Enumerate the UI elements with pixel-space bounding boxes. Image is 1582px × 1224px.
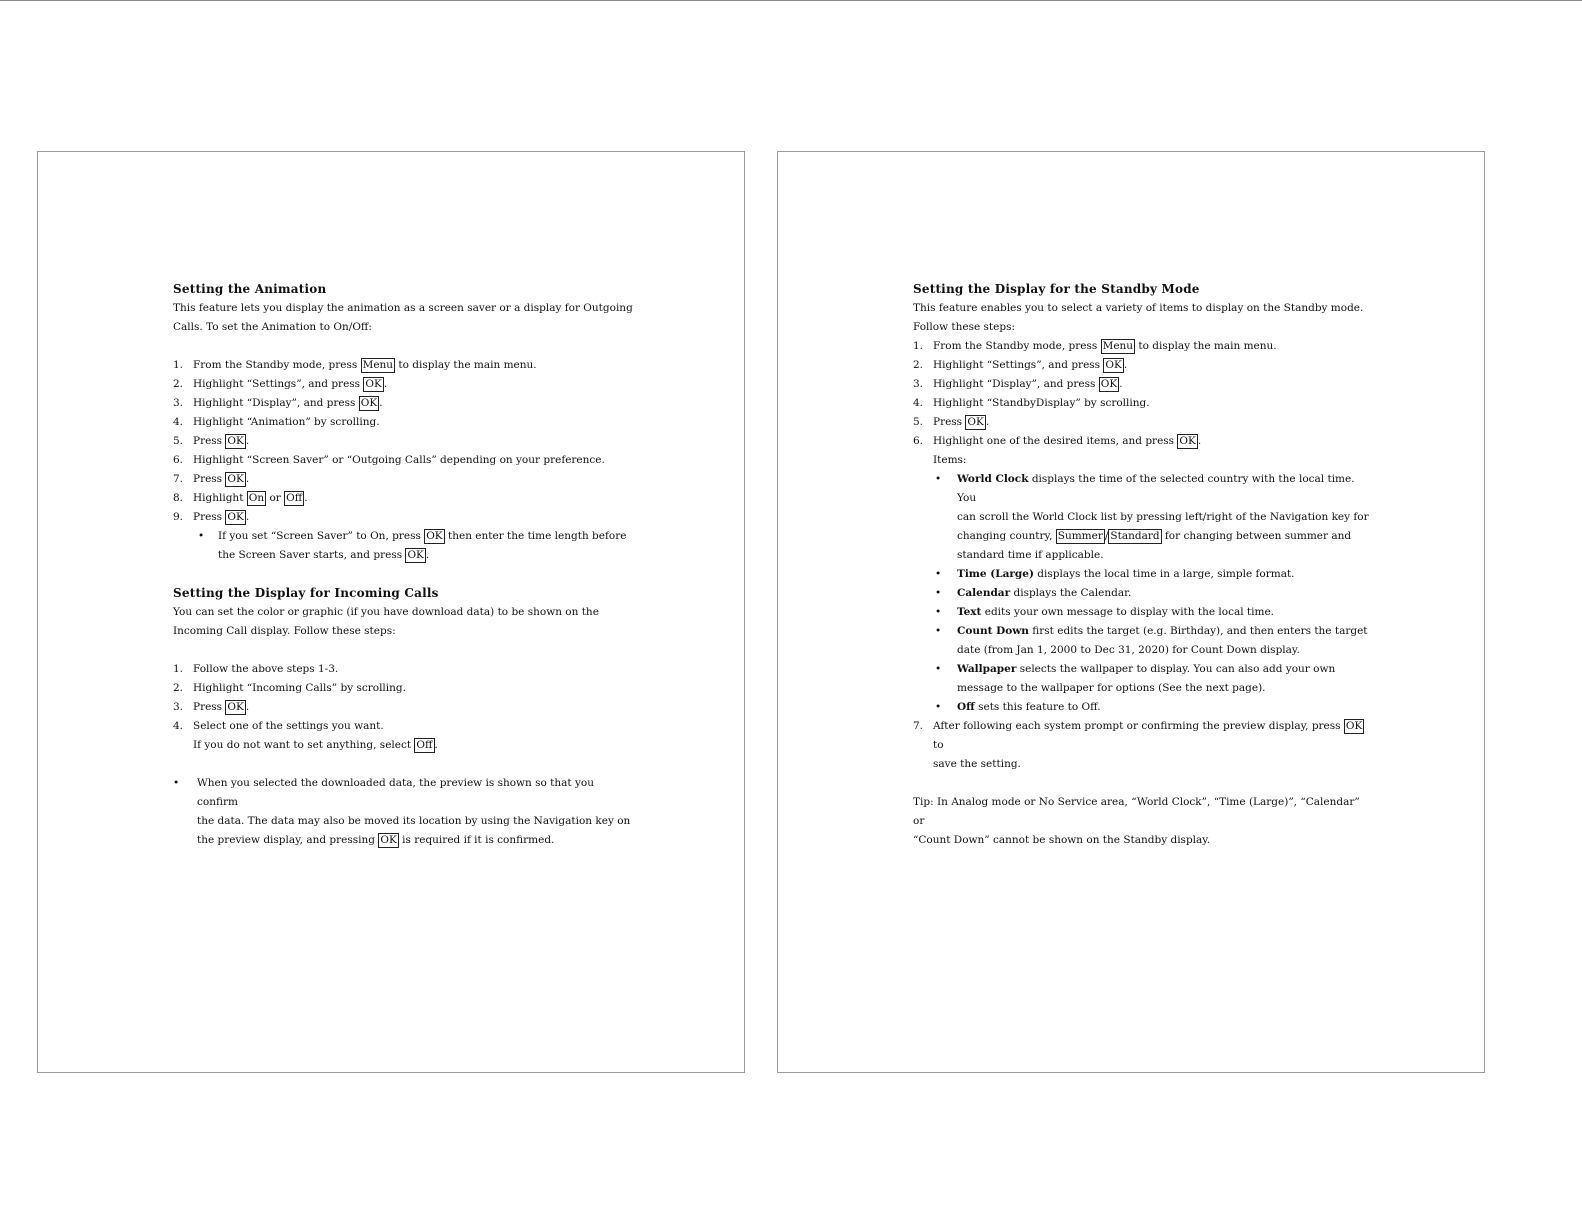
incoming-intro xyxy=(173,603,633,641)
bullet-icon: • xyxy=(935,701,942,713)
incoming-steps xyxy=(173,660,633,755)
standby-step-4: 4. Highlight “StandbyDisplay” by scrolling. xyxy=(913,397,1150,409)
standby-steps xyxy=(913,337,1373,451)
standby-step-5: 5. Press OK . xyxy=(913,416,990,428)
ok-key-label: OK xyxy=(1100,378,1118,390)
incoming-bullet: • When you selected the downloaded data, the preview is shown so that you confirm the data. The data may also be moved its location by using the Navigation key on the preview display, and pressing OK is required if it is confirmed. xyxy=(197,774,633,850)
standby-step-1: 1. From the Standby mode, press Menu to display the main menu. xyxy=(913,340,1277,352)
bullet-icon: • xyxy=(935,473,942,485)
left-page xyxy=(37,151,745,1073)
standby-items-list xyxy=(913,470,1373,717)
item-text: • Text edits your own message to display with the local time. xyxy=(957,603,1373,622)
incoming-bullet-list xyxy=(173,774,633,850)
incoming-intro-line2: Incoming Call display. Follow these steps: xyxy=(173,625,396,637)
ok-key-label: OK xyxy=(407,549,424,561)
animation-step-6: 6. Highlight “Screen Saver” or “Outgoing Calls” depending on your preference. xyxy=(173,454,605,466)
items-label: Items: xyxy=(933,454,967,466)
bullet-icon: • xyxy=(935,568,942,580)
animation-intro-line1: This feature lets you display the animation as a screen saver or a display for Outgoing xyxy=(173,302,633,314)
animation-step-9: 9. Press OK . xyxy=(173,511,250,523)
animation-step-7: 7. Press OK . xyxy=(173,473,250,485)
bullet-icon: • xyxy=(198,530,205,542)
item-wallpaper: • Wallpaper selects the wallpaper to display. You can also add your own message to the wallpaper for options (See the next page). xyxy=(957,660,1373,698)
item-world-clock: • World Clock displays the time of the selected country with the local time. You can scroll the World Clock list by pressing left/right of the Navigation key for changing country, Summer / Standard for changing between summer and standard time if applicable. xyxy=(957,470,1373,565)
ok-key-label: OK xyxy=(967,416,984,428)
left-page-content xyxy=(173,280,633,850)
ok-key-label: OK xyxy=(380,834,397,846)
tip-line2: “Count Down” cannot be shown on the Standby display. xyxy=(913,834,1211,846)
standby-intro-line2: Follow these steps: xyxy=(913,321,1016,333)
section-title-standby: Setting the Display for the Standby Mode xyxy=(913,282,1200,296)
off-key-label: Off xyxy=(286,492,303,504)
animation-steps xyxy=(173,356,633,527)
incoming-step-1: 1. Follow the above steps 1-3. xyxy=(173,663,339,675)
standard-key-label: Standard xyxy=(1110,530,1160,542)
item-off: • Off sets this feature to Off. xyxy=(957,698,1373,717)
section-title-animation: Setting the Animation xyxy=(173,282,327,296)
standby-step-6: 6. Highlight one of the desired items, and press OK . xyxy=(913,435,1202,447)
ok-key-label: OK xyxy=(227,435,244,447)
ok-key-label: OK xyxy=(227,473,244,485)
menu-key-label: Menu xyxy=(1102,340,1134,352)
animation-intro-line2: Calls. To set the Animation to On/Off: xyxy=(173,321,372,333)
animation-step-4: 4. Highlight “Animation” by scrolling. xyxy=(173,416,380,428)
section-title-incoming-calls: Setting the Display for Incoming Calls xyxy=(173,586,439,600)
item-count-down: • Count Down first edits the target (e.g. Birthday), and then enters the target date (from Jan 1, 2000 to Dec 31, 2020) for Count Down display. xyxy=(957,622,1373,660)
ok-key-label: OK xyxy=(1105,359,1122,371)
bullet-icon: • xyxy=(935,587,942,599)
off-key-label: Off xyxy=(416,739,433,751)
ok-key-label: OK xyxy=(1345,720,1363,732)
item-calendar: • Calendar displays the Calendar. xyxy=(957,584,1373,603)
animation-step-8: 8. Highlight On or Off . xyxy=(173,492,308,504)
spacer xyxy=(173,337,633,356)
incoming-step-4: 4. Select one of the settings you want. If you do not want to set anything, select Off . xyxy=(173,720,438,751)
standby-tip xyxy=(913,793,1373,850)
on-key-label: On xyxy=(248,492,265,504)
standby-intro xyxy=(913,299,1373,337)
incoming-step-3: 3. Press OK . xyxy=(173,701,250,713)
right-page-content xyxy=(913,280,1373,850)
item-time-large: • Time (Large) displays the local time in a large, simple format. xyxy=(957,565,1373,584)
ok-key-label: OK xyxy=(227,511,244,523)
bullet-icon: • xyxy=(935,663,942,675)
bullet-icon: • xyxy=(935,606,942,618)
ok-key-label: OK xyxy=(1179,435,1196,447)
animation-step-5: 5. Press OK . xyxy=(173,435,250,447)
bullet-icon: • xyxy=(935,625,942,637)
ok-key-label: OK xyxy=(360,397,378,409)
spacer xyxy=(173,565,633,584)
top-rule xyxy=(0,0,1582,1)
standby-intro-line1: This feature enables you to select a variety of items to display on the Standby mode. xyxy=(913,302,1364,314)
standby-step-2: 2. Highlight “Settings”, and press OK . xyxy=(913,359,1128,371)
animation-intro xyxy=(173,299,633,337)
ok-key-label: OK xyxy=(227,701,244,713)
incoming-step-2: 2. Highlight “Incoming Calls” by scrolling. xyxy=(173,682,406,694)
standby-step-3: 3. Highlight “Display”, and press OK . xyxy=(913,378,1123,390)
right-page xyxy=(777,151,1485,1073)
bullet-icon: • xyxy=(173,777,180,789)
spacer xyxy=(173,641,633,660)
summer-key-label: Summer xyxy=(1057,530,1103,542)
animation-note: • If you set “Screen Saver” to On, press OK then enter the time length before the Screen Saver starts, and press OK . xyxy=(218,527,633,565)
animation-step-1: 1. From the Standby mode, press Menu to display the main menu. xyxy=(173,359,537,371)
animation-step-3: 3. Highlight “Display”, and press OK . xyxy=(173,397,383,409)
spacer xyxy=(173,755,633,774)
tip-line1: Tip: In Analog mode or No Service area, “World Clock”, “Time (Large)”, “Calendar” or xyxy=(913,796,1360,827)
incoming-intro-line1: You can set the color or graphic (if you have download data) to be shown on the xyxy=(173,606,599,618)
animation-step-2: 2. Highlight “Settings”, and press OK . xyxy=(173,378,388,390)
spacer xyxy=(913,774,1373,793)
menu-key-label: Menu xyxy=(362,359,394,371)
standby-steps-final xyxy=(913,717,1373,774)
standby-step-7: 7. After following each system prompt or confirming the preview display, press OK to save the setting. xyxy=(913,720,1363,770)
animation-note-list xyxy=(173,527,633,565)
ok-key-label: OK xyxy=(365,378,382,390)
ok-key-label: OK xyxy=(426,530,443,542)
